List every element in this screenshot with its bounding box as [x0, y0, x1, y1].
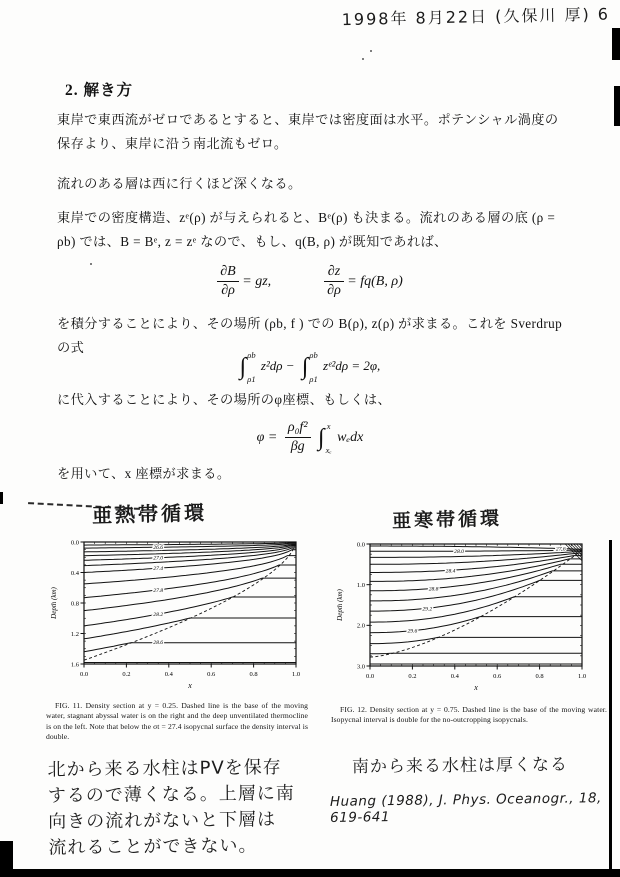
paragraph-substitute-phi: に代入することにより、その場所のφ座標、もしくは、 — [57, 392, 392, 407]
svg-text:1.0: 1.0 — [356, 581, 365, 589]
scan-artifact-right-line — [609, 540, 612, 870]
paragraph-integrate-sverdrup: を積分することにより、その場所 (ρb, f ) での B(ρ), z(ρ) が求まる。これを Sverdrup の式 — [57, 316, 563, 355]
svg-text:28.8: 28.8 — [428, 586, 439, 593]
svg-text:Depth (km): Depth (km) — [336, 589, 344, 621]
fig12-density-section-chart — [330, 538, 592, 696]
equation-phi-wind: φ = $\frac{\text{ρ₀f²}}{\beta g}$ ∫ x xₑ wₑdx — [256, 420, 364, 455]
svg-text:1.0: 1.0 — [291, 671, 301, 678]
equation-sverdrup-integral: ∫ ρb ρ1 z²dρ − ∫ ρb ρ1 zᵉ²dρ = 2φ, — [239, 350, 381, 384]
svg-text:x: x — [188, 681, 192, 690]
svg-text:0.4: 0.4 — [450, 673, 459, 680]
section-title: 2. 解き方 — [65, 82, 134, 99]
svg-text:1.6: 1.6 — [70, 661, 79, 669]
svg-text:0.2: 0.2 — [122, 671, 131, 678]
fig11-density-section-chart — [44, 536, 306, 694]
fraction-dz-drho: $\frac{\partial z}{\partial\rho}$ — [324, 264, 344, 299]
handwritten-note-south-column: 南から来る水柱は厚くなる — [351, 754, 569, 778]
svg-text:28.4: 28.4 — [445, 568, 456, 575]
paragraph-east-boundary: 東岸で東西流がゼロであるとすると、東岸では密度面は水平。ポテンシャル渦度の保存より、東岸に沿う南北流もゼロ。 — [57, 112, 559, 151]
svg-text:0.6: 0.6 — [493, 673, 502, 680]
svg-text:29.6: 29.6 — [407, 628, 418, 635]
scan-artifact-bottom-bar — [10, 869, 620, 877]
svg-text:0.8: 0.8 — [249, 671, 258, 678]
svg-text:0.4: 0.4 — [164, 671, 173, 678]
paragraph-layer-deepens-west: 流れのある層は西に行くほど深くなる。 — [57, 176, 302, 191]
fig11-caption: FIG. 11. Density section at y = 0.25. Dashed line is the base of the moving water, stagnant abyssal water is on the right and the deep unventilated thermocline is on the left. Note that below the σt = 27.4 isopycnal surface the density interval is double. — [46, 701, 308, 741]
scan-artifact-bottom-left-corner — [0, 841, 13, 877]
integral-we: ∫ x xₑ — [318, 420, 332, 455]
svg-text:0.8: 0.8 — [535, 673, 544, 680]
svg-text:0.0: 0.0 — [79, 671, 89, 678]
paragraph-density-structure: 東岸での密度構造、zᵉ(ρ) が与えられると、Bᵉ(ρ) も決まる。流れのある層の底 (ρ = ρb) では、B = Bᵉ, z = zᵉ なので、もし、q(B, ρ) が既知であれば、 — [57, 210, 556, 249]
svg-text:0.6: 0.6 — [207, 671, 216, 678]
svg-text:2.0: 2.0 — [356, 622, 365, 630]
svg-text:27.6: 27.6 — [555, 546, 566, 553]
paragraph-x-coordinate: を用いて、x 座標が求まる。 — [57, 466, 231, 481]
svg-text:26.6: 26.6 — [153, 545, 164, 552]
svg-text:0.2: 0.2 — [408, 673, 417, 680]
equation-db-drho: $\frac{\partial B}{\partial\rho}$ = gz, $\frac{\partial z}{\partial\rho}$ = fq(B, ρ) — [80, 264, 540, 299]
scan-artifact-top-right-2 — [614, 86, 620, 126]
handwritten-title-subtropical-gyre: 亜熱帯循環 — [91, 500, 208, 528]
svg-text:0.4: 0.4 — [70, 569, 79, 577]
svg-text:1.0: 1.0 — [577, 673, 587, 680]
svg-text:x: x — [474, 683, 478, 692]
svg-text:28.0: 28.0 — [454, 549, 464, 556]
svg-text:27.8: 27.8 — [153, 587, 164, 594]
fig12-caption: FIG. 12. Density section at y = 0.75. Dashed line is the base of the moving water. Isopycnal interval is double for the no-outcropping isopycnals. — [331, 705, 607, 725]
svg-text:1.2: 1.2 — [70, 630, 79, 638]
svg-text:0.0: 0.0 — [365, 673, 375, 680]
handwritten-citation-huang-1988: Huang (1988), J. Phys. Oceanogr., 18, 619-641 — [329, 790, 602, 826]
handwritten-date-header: 1998年 8月22日 (久保川 厚) 6 — [341, 4, 611, 30]
svg-text:28.6: 28.6 — [153, 640, 164, 647]
scan-speck — [90, 263, 92, 265]
scan-speck — [362, 58, 364, 60]
handwritten-note-north-column: 北から来る水柱はPVを保存 するので薄くなる。上層に南 向きの流れがないと下層は 流れることができない。 — [47, 757, 295, 859]
scan-artifact-top-right-1 — [612, 28, 620, 60]
handwritten-title-subarctic-gyre: 亜寒帯循環 — [391, 507, 503, 533]
svg-text:27.4: 27.4 — [153, 566, 164, 573]
scan-artifact-left-dot — [0, 492, 3, 504]
integral-1: ∫ ρb ρ1 — [239, 350, 256, 384]
svg-text:28.2: 28.2 — [153, 612, 164, 619]
svg-text:27.0: 27.0 — [153, 555, 164, 562]
svg-text:29.2: 29.2 — [422, 606, 433, 613]
svg-text:3.0: 3.0 — [356, 663, 365, 671]
svg-text:Depth (km): Depth (km) — [50, 587, 58, 619]
fraction-rho0f2-betag: $\frac{\text{ρ₀f²}}{\beta g}$ — [285, 420, 311, 455]
svg-text:0.0: 0.0 — [356, 541, 365, 549]
scan-speck — [370, 50, 372, 52]
fraction-dB-drho: $\frac{\partial B}{\partial\rho}$ — [217, 264, 238, 299]
svg-text:0.0: 0.0 — [70, 539, 79, 547]
svg-text:0.8: 0.8 — [70, 600, 79, 608]
integral-2: ∫ ρb ρ1 — [301, 350, 318, 384]
